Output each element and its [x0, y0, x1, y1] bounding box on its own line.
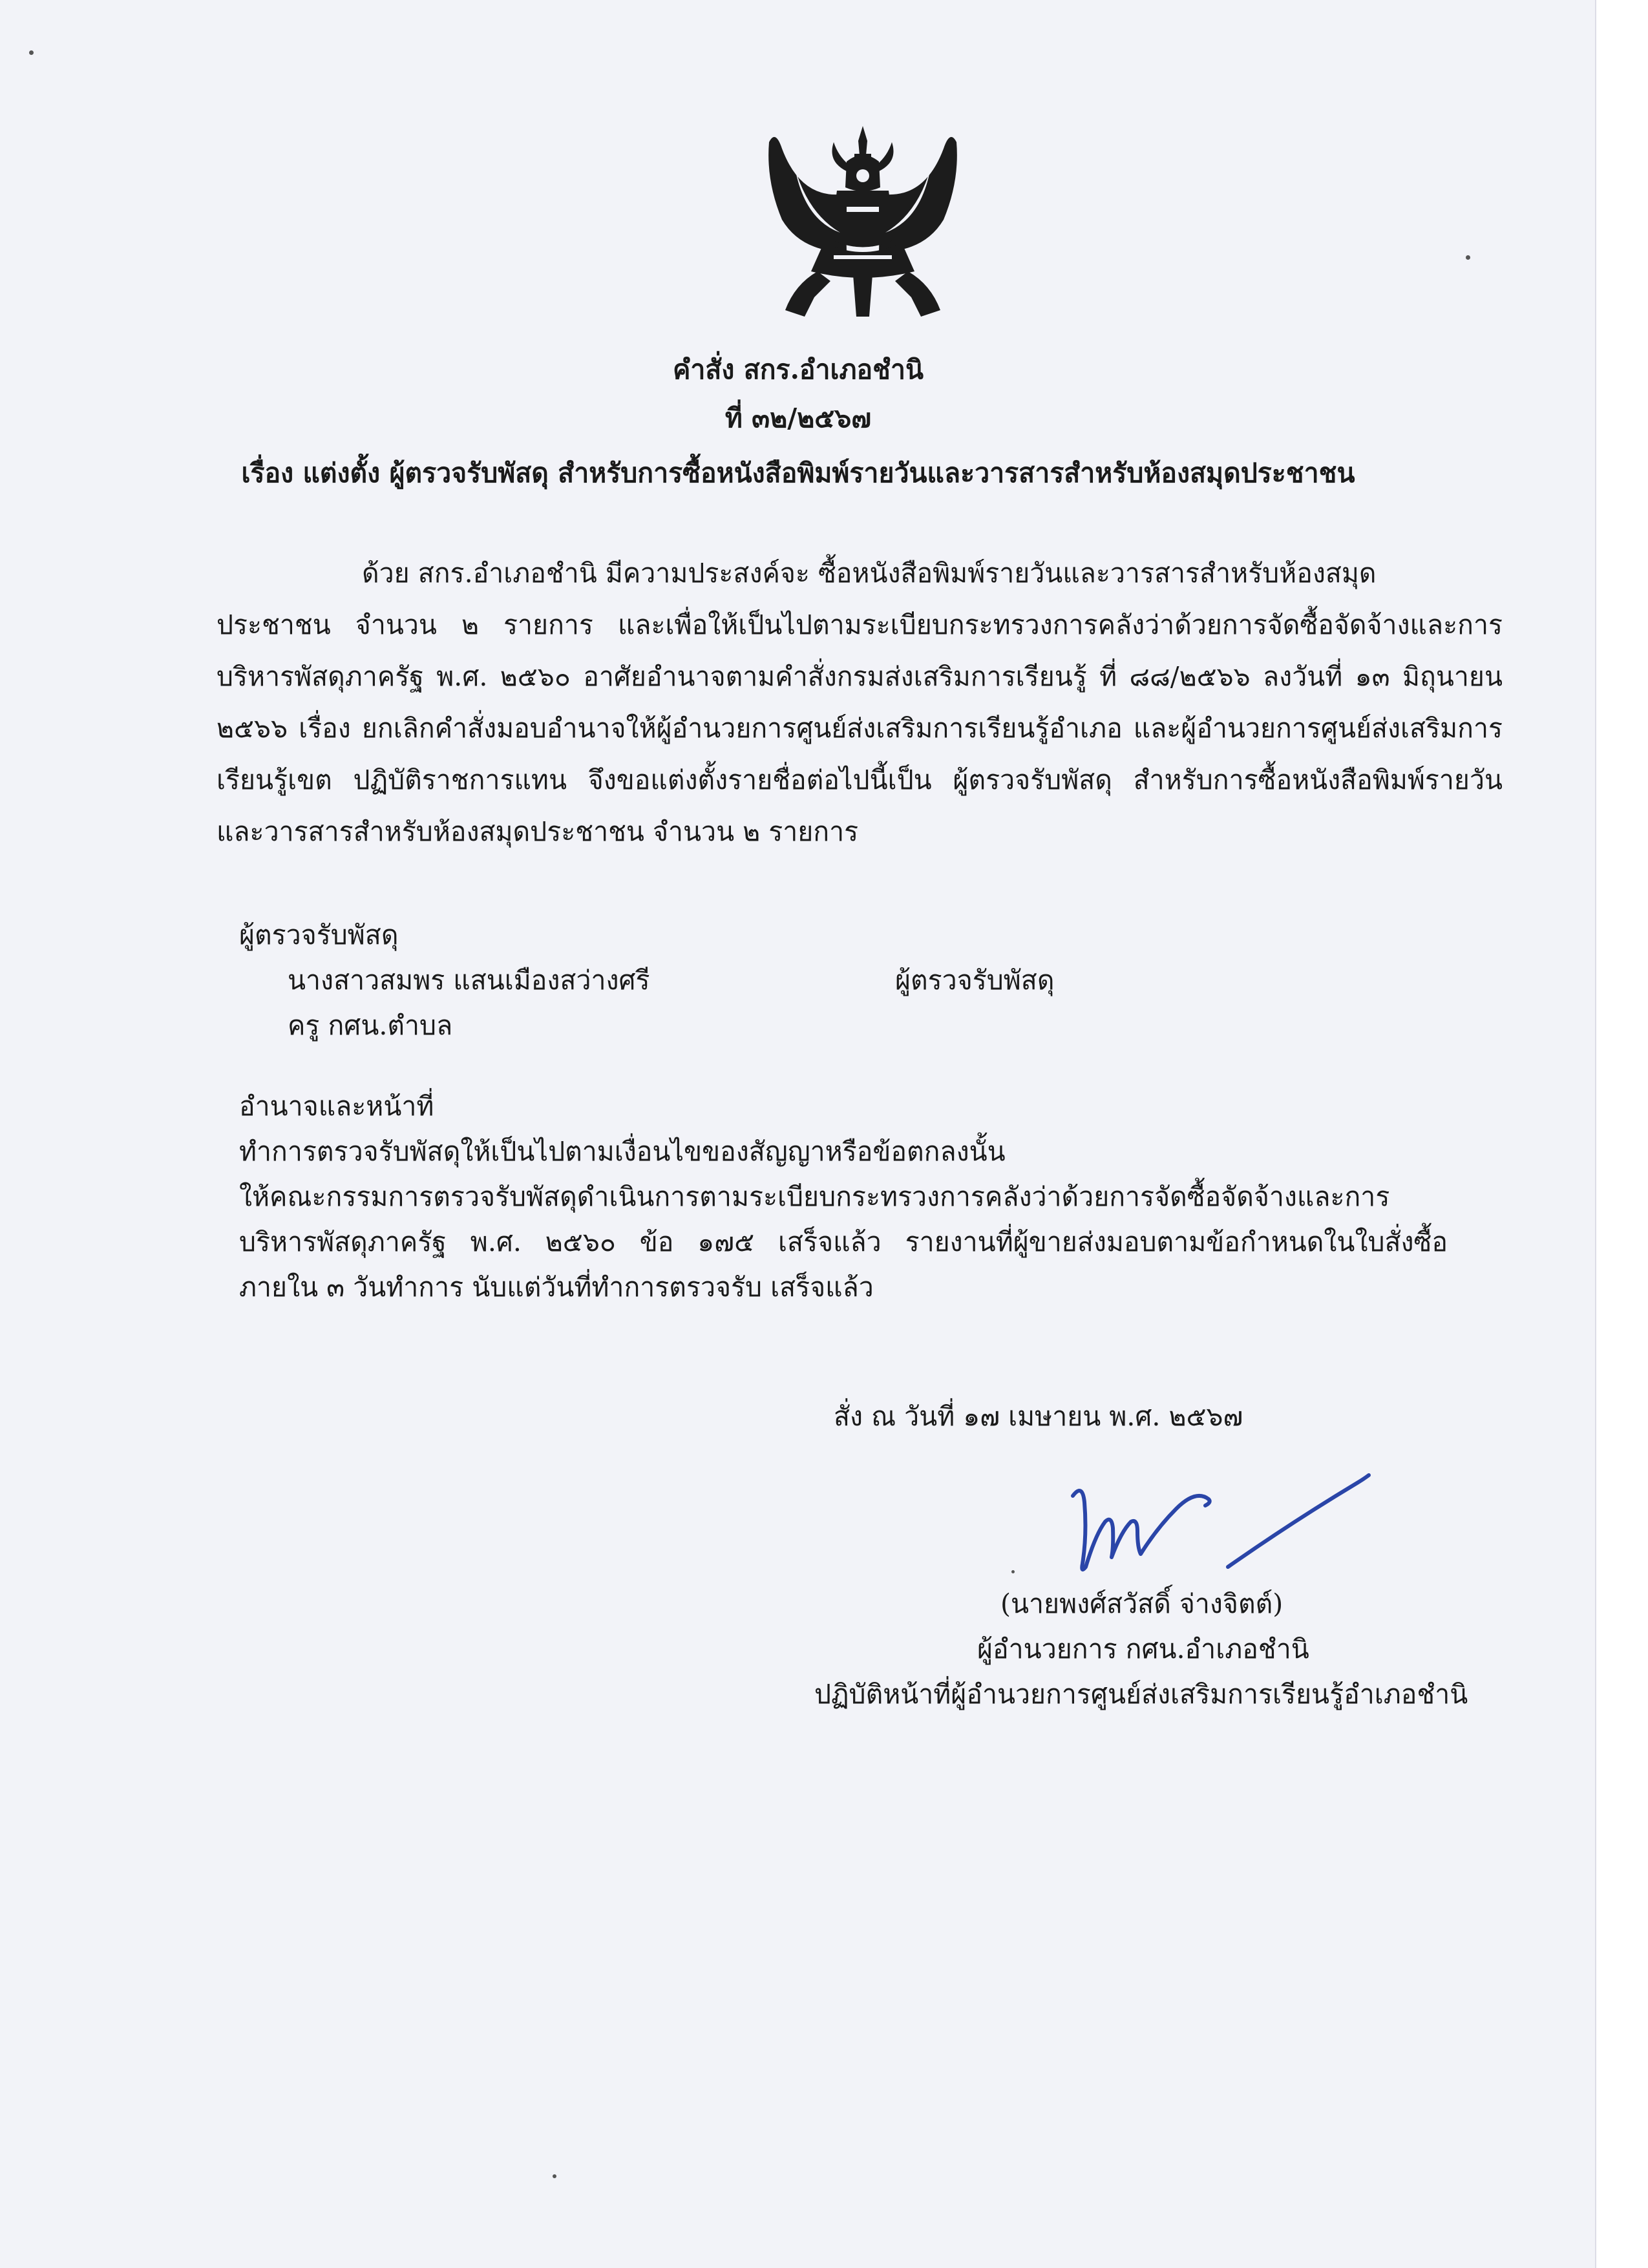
duties-line: บริหารพัสดุภาครัฐ พ.ศ. ๒๕๖๐ ข้อ ๑๗๕ เสร็จแล้ว รายงานที่ผู้ขายส่งมอบตามข้อกำหนดในใบสั่งซื้อ	[239, 1226, 1448, 1257]
order-number: ที่ ๓๒/๒๕๖๗	[724, 403, 872, 434]
body-line: ด้วย สกร.อำเภอชำนิ มีความประสงค์จะ ซื้อหนังสือพิมพ์รายวันและวารสารสำหรับห้องสมุด	[362, 558, 1377, 589]
scanner-edge	[1595, 0, 1648, 2268]
handwritten-signature	[1047, 1457, 1383, 1586]
body-line: ประชาชน จำนวน ๒ รายการ และเพื่อให้เป็นไปตามระเบียบกระทรวงการคลังว่าด้วยการจัดซื้อจัดจ้างและการ	[217, 609, 1503, 640]
duties-line: ให้คณะกรรมการตรวจรับพัสดุดำเนินการตามระเบียบกระทรวงการคลังว่าด้วยการจัดซื้อจัดจ้างและการ	[239, 1181, 1390, 1212]
body-line: และวารสารสำหรับห้องสมุดประชาชน จำนวน ๒ รายการ	[217, 816, 859, 847]
signer-name: (นายพงศ์สวัสดิ์ จ่างจิตต์)	[1000, 1588, 1284, 1619]
inspector-heading: ผู้ตรวจรับพัสดุ	[239, 919, 399, 950]
order-title: คำสั่ง สกร.อำเภอชำนิ	[672, 354, 924, 385]
inspector-name: นางสาวสมพร แสนเมืองสว่างศรี	[288, 965, 650, 996]
signer-title: ผู้อำนวยการ กศน.อำเภอชำนิ	[977, 1633, 1309, 1664]
duties-heading: อำนาจและหน้าที่	[239, 1091, 434, 1122]
inspector-role: ผู้ตรวจรับพัสดุ	[895, 965, 1055, 996]
order-subject: เรื่อง แต่งตั้ง ผู้ตรวจรับพัสดุ สำหรับการซื้อหนังสือพิมพ์รายวันและวารสารสำหรับห้องสมุดประชาชน	[241, 457, 1355, 488]
inspector-position: ครู กศน.ตำบล	[288, 1010, 453, 1041]
body-line: บริหารพัสดุภาครัฐ พ.ศ. ๒๕๖๐ อาศัยอำนาจตามคำสั่งกรมส่งเสริมการเรียนรู้ ที่ ๘๘/๒๕๖๖ ลงวันที่ ๑๓ มิถุนายน	[217, 661, 1503, 692]
body-line: เรียนรู้เขต ปฏิบัติราชการแทน จึงขอแต่งตั้งรายชื่อต่อไปนี้เป็น ผู้ตรวจรับพัสดุ สำหรับการซื้อหนังสือพิมพ์รายวัน	[217, 764, 1503, 795]
order-date: สั่ง ณ วันที่ ๑๗ เมษายน พ.ศ. ๒๕๖๗	[834, 1401, 1243, 1432]
duties-line: ทำการตรวจรับพัสดุให้เป็นไปตามเงื่อนไขของสัญญาหรือข้อตกลงนั้น	[239, 1136, 1006, 1167]
signer-role: ปฏิบัติหน้าที่ผู้อำนวยการศูนย์ส่งเสริมการเรียนรู้อำเภอชำนิ	[814, 1679, 1468, 1710]
scan-speck	[553, 2174, 556, 2178]
duties-line: ภายใน ๓ วันทำการ นับแต่วันที่ทำการตรวจรับ เสร็จแล้ว	[239, 1272, 874, 1303]
garuda-emblem-icon	[756, 123, 969, 330]
scan-speck	[1466, 255, 1470, 260]
body-line: ๒๕๖๖ เรื่อง ยกเลิกคำสั่งมอบอำนาจให้ผู้อำนวยการศูนย์ส่งเสริมการเรียนรู้อำเภอ และผู้อำนวยการศูนย์ส่งเสริมการ	[217, 713, 1503, 744]
scan-speck	[1011, 1570, 1015, 1573]
scan-speck	[29, 50, 34, 55]
